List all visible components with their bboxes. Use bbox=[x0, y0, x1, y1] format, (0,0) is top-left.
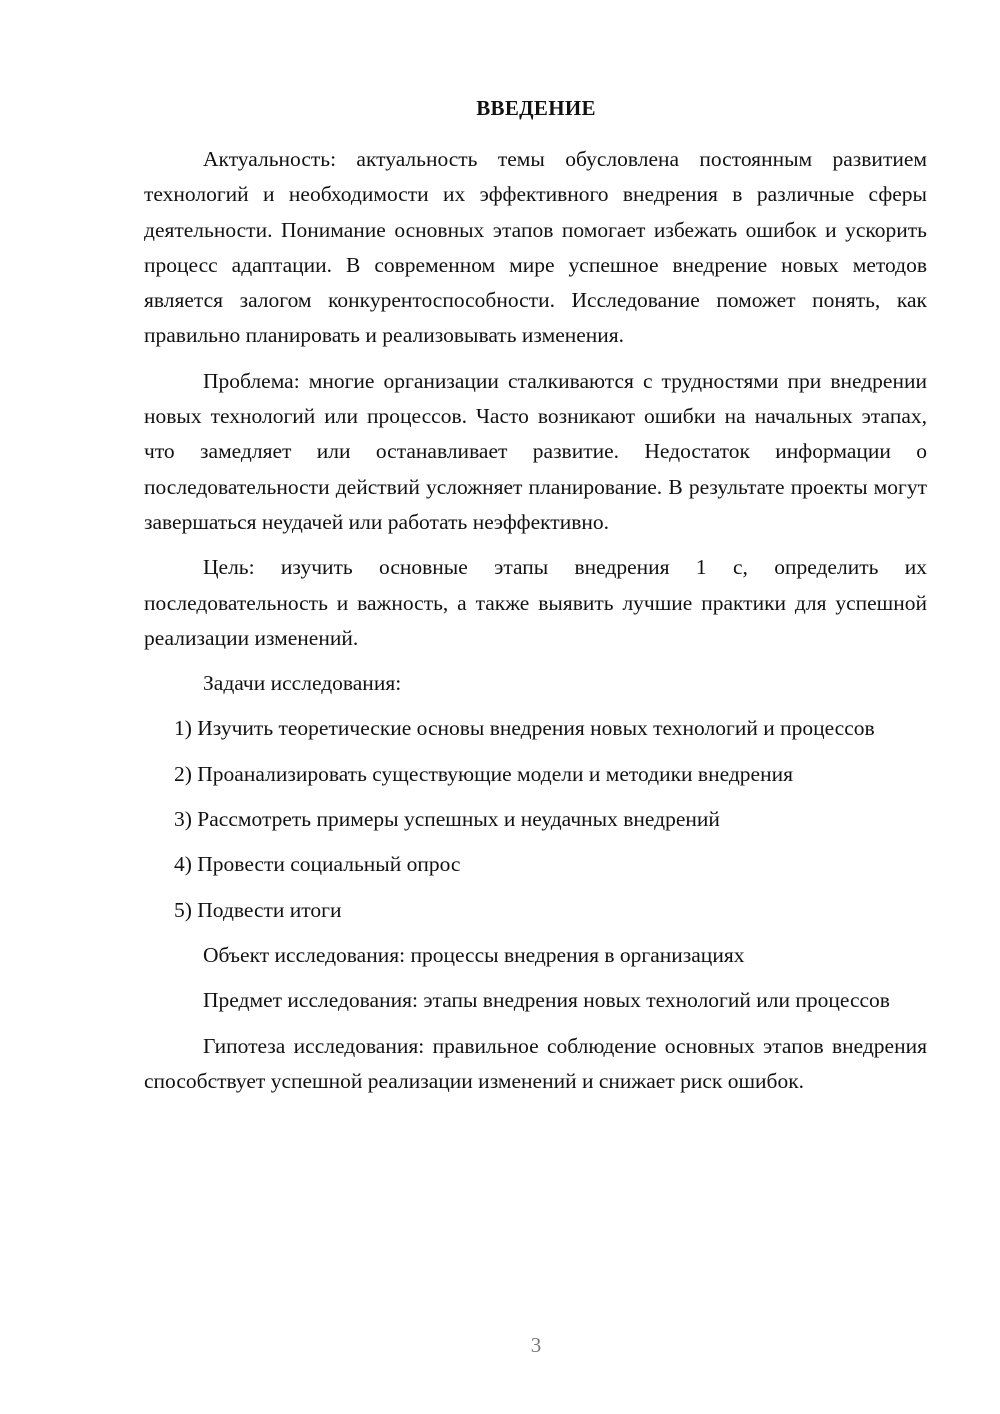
task-item-3: 3) Рассмотреть примеры успешных и неудачных внедрений bbox=[174, 807, 720, 832]
task-item-4: 4) Провести социальный опрос bbox=[174, 852, 461, 877]
paragraph-object: Объект исследования: процессы внедрения в организациях bbox=[203, 942, 745, 967]
page-number: 3 bbox=[530, 1333, 542, 1357]
task-item-1: 1) Изучить теоретические основы внедрения новых технологий и процессов bbox=[174, 716, 875, 741]
task-item-2: 2) Проанализировать существующие модели и методики внедрения bbox=[174, 761, 793, 786]
paragraph-goal: Цель: изучить основные этапы внедрения 1 с, определить их последовательность и важность, а также выявить лучшие практики для успешной реализации изменений. bbox=[144, 555, 927, 650]
paragraph-hypothesis: Гипотеза исследования: правильное соблюдение основных этапов внедрения способствует успешной реализации изменений и снижает риск ошибок. bbox=[144, 1033, 927, 1093]
paragraph-problem: Проблема: многие организации сталкиваются с трудностями при внедрении новых технологий или процессов. Часто возникают ошибки на начальных этапах, что замедляет или останавливает развитие. Недостаток информации о последовательности действий усложняет планирование. В результате проекты могут завершаться неудачей или работать неэффективно. bbox=[144, 368, 927, 534]
document-body bbox=[144, 142, 927, 1099]
paragraph-tasks-title: Задачи исследования: bbox=[203, 671, 402, 696]
section-heading: ВВЕДЕНИЕ bbox=[476, 96, 596, 120]
task-item-5: 5) Подвести итоги bbox=[174, 897, 342, 922]
paragraph-relevance: Актуальность: актуальность темы обусловлена постоянным развитием технологий и необходимости их эффективного внедрения в различные сферы деятельности. Понимание основных этапов помогает избежать ошибок и ускорить процесс адаптации. В современном мире успешное внедрение новых методов является залогом конкурентоспособности. Исследование поможет понять, как правильно планировать и реализовывать изменения. bbox=[144, 147, 927, 348]
paragraph-subject: Предмет исследования: этапы внедрения новых технологий или процессов bbox=[203, 988, 890, 1013]
